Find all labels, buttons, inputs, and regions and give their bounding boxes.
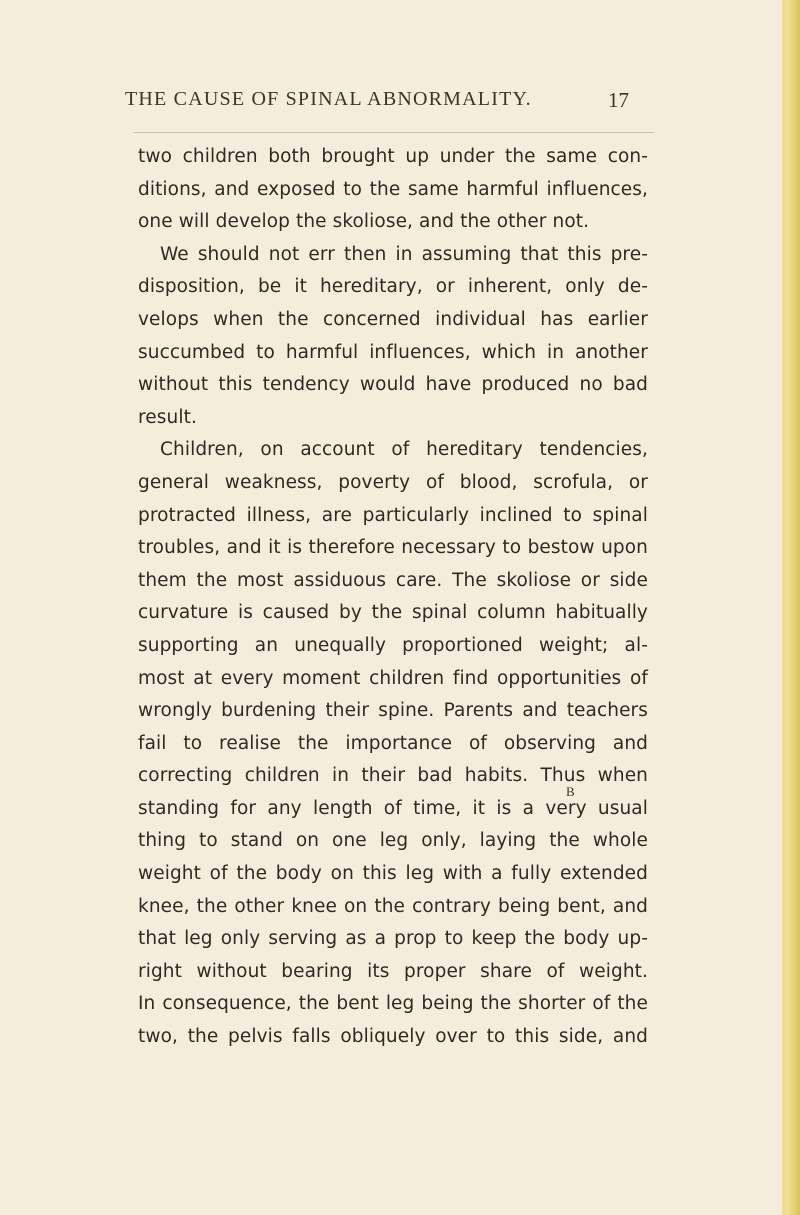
text-line: correcting children in their bad habits. Thus when — [138, 765, 648, 787]
text-line: fail to realise the importance of observing and — [138, 732, 648, 754]
running-head-title: THE CAUSE OF SPINAL ABNORMALITY. — [125, 88, 532, 110]
text-line: succumbed to harmful influences, which in another — [138, 341, 648, 363]
text-line: general weakness, poverty of blood, scrofula, or — [138, 471, 648, 493]
text-line: right without bearing its proper share of weight. — [138, 960, 648, 982]
text-line: wrongly burdening their spine. Parents and teachers — [138, 700, 648, 722]
text-line: troubles, and it is therefore necessary to bestow upon — [138, 537, 648, 559]
running-head — [0, 88, 782, 124]
text-line: weight of the body on this leg with a fully extended — [138, 863, 648, 885]
text-line: knee, the other knee on the contrary being bent, and — [138, 895, 648, 917]
text-line: that leg only serving as a prop to keep the body up- — [138, 928, 648, 950]
text-line: ditions, and exposed to the same harmful influences, — [138, 178, 648, 200]
header-rule — [134, 132, 654, 133]
book-spine-edge — [782, 0, 800, 1215]
body-text — [138, 141, 648, 1054]
text-line: thing to stand on one leg only, laying the whole — [138, 830, 648, 852]
text-line: We should not err then in assuming that this pre- — [160, 243, 648, 265]
text-line: standing for any length of time, it is a very usual — [138, 797, 648, 819]
text-line: two children both brought up under the same con- — [138, 146, 648, 167]
text-line: result. — [138, 406, 197, 428]
text-line: most at every moment children find opportunities of — [138, 667, 648, 689]
text-line: one will develop the skoliose, and the other not. — [138, 211, 590, 233]
text-line: curvature is caused by the spinal column habitually — [138, 602, 648, 624]
text-line: them the most assiduous care. The skoliose or side — [138, 569, 648, 591]
text-line: disposition, be it hereditary, or inherent, only de- — [138, 276, 648, 298]
text-line: protracted illness, are particularly inclined to spinal — [138, 504, 648, 526]
text-line: velops when the concerned individual has earlier — [138, 308, 648, 330]
text-line: Children, on account of hereditary tendencies, — [160, 439, 648, 461]
signature-mark: B — [566, 784, 576, 799]
text-line: supporting an unequally proportioned weight; al- — [138, 634, 648, 656]
text-line: without this tendency would have produced no bad — [138, 374, 648, 396]
page-number: 17 — [608, 88, 629, 112]
text-line: two, the pelvis falls obliquely over to this side, and — [138, 1026, 648, 1048]
text-line: In consequence, the bent leg being the shorter of the — [138, 993, 648, 1015]
